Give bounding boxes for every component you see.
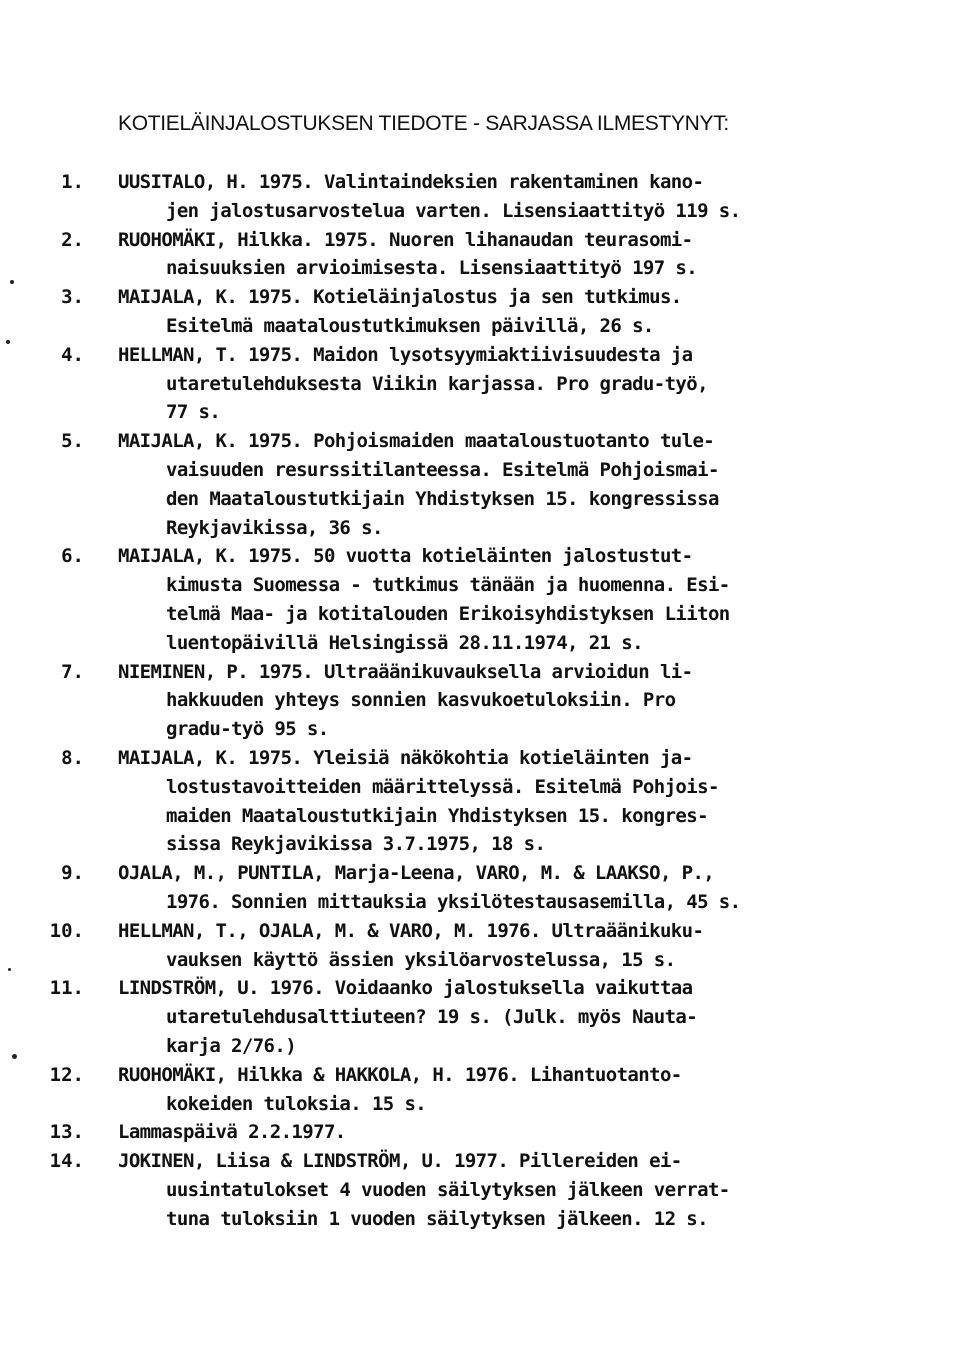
entry-line: Lammaspäivä 2.2.1977.: [118, 1121, 346, 1144]
entry-text: [118, 226, 920, 284]
entry-line: telmä Maa- ja kotitalouden Erikoisyhdistyksen Liiton: [166, 602, 730, 625]
entry-text: [118, 917, 920, 975]
entry-number: 9.: [61, 862, 84, 885]
entry-line: MAIJALA, K. 1975. Pohjoismaiden maataloustuotanto tule-: [118, 430, 715, 453]
entry-line: RUOHOMÄKI, Hilkka & HAKKOLA, H. 1976. Lihantuotanto-: [118, 1063, 682, 1086]
entry-line: naisuuksien arvioimisesta. Lisensiaattityö 197 s.: [166, 257, 698, 280]
list-item: [40, 427, 920, 542]
entry-line: LINDSTRÖM, U. 1976. Voidaanko jalostuksella vaikuttaa: [118, 977, 693, 1000]
entry-line: tuna tuloksiin 1 vuoden säilytyksen jälkeen. 12 s.: [166, 1207, 708, 1230]
entry-text: [118, 427, 920, 542]
entry-line: 1976. Sonnien mittauksia yksilötestausasemilla, 45 s.: [166, 890, 741, 913]
entry-line: MAIJALA, K. 1975. 50 vuotta kotieläinten jalostustut-: [118, 545, 693, 568]
entry-line: OJALA, M., PUNTILA, Marja-Leena, VARO, M. & LAAKSO, P.,: [118, 862, 715, 885]
entry-text: [118, 974, 920, 1060]
entry-text: [118, 744, 920, 859]
entry-number: 14.: [49, 1150, 84, 1173]
entry-text: [118, 1147, 920, 1233]
entry-line: MAIJALA, K. 1975. Yleisiä näkökohtia kotieläinten ja-: [118, 746, 693, 769]
entry-line: RUOHOMÄKI, Hilkka. 1975. Nuoren lihanaudan teurasomi-: [118, 228, 693, 251]
entry-line: gradu-työ 95 s.: [166, 718, 329, 741]
entry-line: sissa Reykjavikissa 3.7.1975, 18 s.: [166, 833, 546, 856]
scan-speck: [8, 968, 11, 971]
list-item: [40, 1147, 920, 1233]
entry-line: Reykjavikissa, 36 s.: [166, 516, 383, 539]
list-item: [40, 283, 920, 341]
list-item: [40, 974, 920, 1060]
scan-speck: [10, 280, 14, 284]
list-item: [40, 168, 920, 226]
entry-line: kokeiden tuloksia. 15 s.: [166, 1092, 427, 1115]
entry-text: [118, 1061, 920, 1119]
entry-number: 2.: [61, 228, 84, 251]
entry-line: kimusta Suomessa - tutkimus tänään ja huomenna. Esi-: [166, 574, 730, 597]
entry-line: den Maataloustutkijain Yhdistyksen 15. kongressissa: [166, 487, 719, 510]
entry-line: vauksen käyttö ässien yksilöarvostelussa, 15 s.: [166, 948, 676, 971]
list-item: [40, 1118, 920, 1147]
entry-number: 10.: [49, 919, 84, 942]
entry-line: HELLMAN, T., OJALA, M. & VARO, M. 1976. Ultraäänikuku-: [118, 919, 704, 942]
list-item: [40, 542, 920, 657]
entry-number: 13.: [49, 1121, 84, 1144]
entry-line: 77 s.: [166, 401, 221, 424]
list-item: [40, 226, 920, 284]
list-item: [40, 1061, 920, 1119]
entry-number: 3.: [61, 286, 84, 309]
scan-speck: [6, 340, 10, 344]
page-title: KOTIELÄINJALOSTUKSEN TIEDOTE - SARJASSA ILMESTYNYT:: [118, 112, 729, 135]
entry-text: [118, 542, 920, 657]
entry-number: 8.: [61, 746, 84, 769]
list-item: [40, 917, 920, 975]
entry-text: [118, 283, 920, 341]
entry-line: hakkuuden yhteys sonnien kasvukoetuloksiin. Pro: [166, 689, 676, 712]
reference-list: [40, 168, 920, 1233]
entry-line: utaretulehduksesta Viikin karjassa. Pro gradu-työ,: [166, 372, 708, 395]
entry-number: 7.: [61, 660, 84, 683]
entry-line: luentopäivillä Helsingissä 28.11.1974, 21 s.: [166, 631, 643, 654]
entry-line: MAIJALA, K. 1975. Kotieläinjalostus ja sen tutkimus.: [118, 286, 682, 309]
entry-number: 4.: [61, 343, 84, 366]
entry-text: [118, 859, 920, 917]
list-item: [40, 859, 920, 917]
list-item: [40, 341, 920, 427]
entry-number: 11.: [49, 977, 84, 1000]
entry-line: UUSITALO, H. 1975. Valintaindeksien rakentaminen kano-: [118, 171, 704, 193]
entry-line: JOKINEN, Liisa & LINDSTRÖM, U. 1977. Pillereiden ei-: [118, 1150, 682, 1173]
entry-line: HELLMAN, T. 1975. Maidon lysotsyymiaktiivisuudesta ja: [118, 343, 693, 366]
entry-line: utaretulehdusalttiuteen? 19 s. (Julk. myös Nauta-: [166, 1006, 698, 1029]
entry-line: Esitelmä maataloustutkimuksen päivillä, 26 s.: [166, 314, 654, 337]
entry-line: uusintatulokset 4 vuoden säilytyksen jälkeen verrat-: [166, 1178, 730, 1201]
entry-line: vaisuuden resurssitilanteessa. Esitelmä Pohjoismai-: [166, 458, 719, 481]
entry-number: 5.: [61, 430, 84, 453]
entry-number: 12.: [49, 1063, 84, 1086]
list-item: [40, 744, 920, 859]
scan-speck: [12, 1054, 17, 1059]
entry-text: [118, 168, 920, 226]
entry-line: karja 2/76.): [166, 1034, 297, 1057]
entry-line: jen jalostusarvostelua varten. Lisensiaattityö 119 s.: [166, 199, 741, 222]
entry-number: 6.: [61, 545, 84, 568]
entry-line: lostustavoitteiden määrittelyssä. Esitelmä Pohjois-: [166, 775, 719, 798]
entry-line: maiden Maataloustutkijain Yhdistyksen 15. kongres-: [166, 804, 708, 827]
entry-text: [118, 341, 920, 427]
entry-text: [118, 658, 920, 744]
list-item: [40, 658, 920, 744]
entry-line: NIEMINEN, P. 1975. Ultraäänikuvauksella arvioidun li-: [118, 660, 693, 683]
entry-text: [118, 1118, 920, 1147]
entry-number: 1.: [61, 171, 84, 193]
